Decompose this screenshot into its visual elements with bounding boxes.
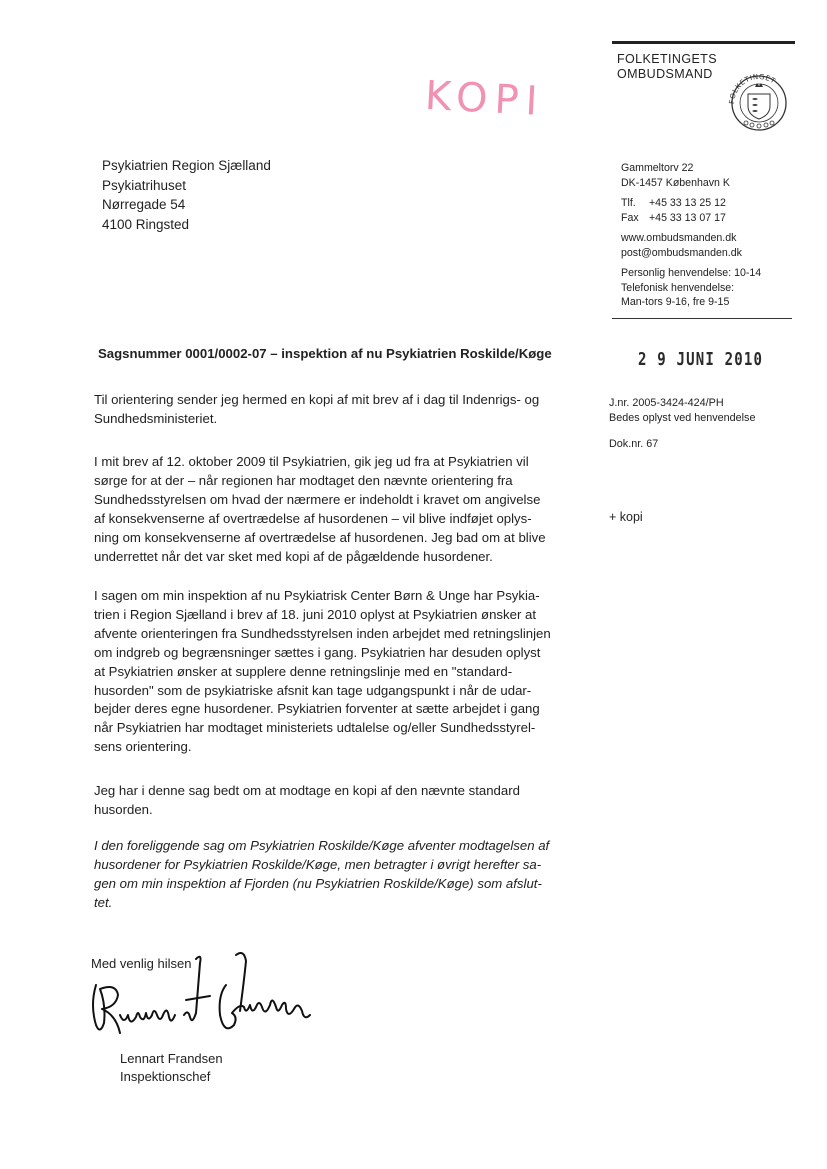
paragraph-line: I den foreliggende sag om Psykiatrien Roskilde/Køge afventer modtagelsen af — [94, 838, 550, 853]
recipient-line: Psykiatrien Region Sjælland — [102, 158, 271, 173]
hours-line-1: Personlig henvendelse: 10-14 — [621, 267, 762, 279]
paragraph-line: I sagen om min inspektion af nu Psykiatrisk Center Børn & Unge har Psykia- — [94, 588, 540, 603]
reference-block — [609, 396, 755, 426]
recipient-line: 4100 Ringsted — [102, 216, 190, 232]
paragraph-line: husorden" som de psykiatriske afsnit kan tage udgangspunkt i når de udar- — [94, 682, 532, 698]
paragraph-line: husorden. — [94, 801, 153, 817]
phone-row — [621, 196, 761, 211]
paragraph-line: gen om min inspektion af Fjorden (nu Psykiatrien Roskilde/Køge) som afslut- — [94, 875, 542, 891]
hours-line-3: Man-tors 9-16, fre 9-15 — [621, 296, 730, 308]
paragraph-line: om indgreb og begrænsninger sættes i gang. Psykiatrien har desuden oplyst — [94, 644, 541, 660]
paragraph-1 — [94, 391, 579, 429]
paragraph-line: bejder deres egne husordener. Psykiatrien forventer at sætte arbejdet i gang — [94, 701, 540, 717]
date-stamp: 2 9 JUNI 2010 — [638, 349, 764, 370]
paragraph-4 — [94, 782, 579, 820]
paragraph-line: underrettet når det var sket med kopi af de pågældende husordener. — [94, 548, 493, 564]
signer-title: Inspektionschef — [120, 1069, 211, 1084]
subject-line: Sagsnummer 0001/0002-07 – inspektion af nu Psykiatrien Roskilde/Køge — [98, 346, 552, 361]
reference-note: Bedes oplyst ved henvendelse — [609, 412, 756, 424]
website-link: www.ombudsmanden.dk — [621, 232, 737, 244]
contact-rule — [612, 318, 792, 319]
fax-label: Fax — [621, 211, 639, 224]
phone-label: Tlf. — [621, 197, 636, 209]
ombudsman-seal — [724, 70, 794, 132]
recipient-line: Nørregade 54 — [102, 197, 186, 212]
paragraph-3 — [94, 587, 579, 757]
paragraph-line: Til orientering sender jeg hermed en kopi af mit brev af i dag til Indenrigs- og — [94, 392, 540, 407]
fax-number: +45 33 13 07 17 — [649, 211, 726, 224]
handwritten-signature — [86, 945, 321, 1045]
closing-greeting: Med venlig hilsen — [91, 956, 192, 971]
paragraph-line: sens orientering. — [94, 739, 192, 755]
paragraph-line: når Psykiatrien har modtaget ministeriets udtalelse og/eller Sundhedsstyrel- — [94, 720, 536, 736]
institution-line-2: OMBUDSMAND — [617, 67, 713, 81]
signer-name: Lennart Frandsen — [120, 1051, 223, 1066]
institution-line-1: FOLKETINGETS — [617, 52, 717, 66]
paragraph-line: at Psykiatrien ønsker at supplere denne retningslinje med en "standard- — [94, 663, 513, 679]
paragraph-5 — [94, 837, 579, 913]
institution-name — [617, 52, 717, 82]
paragraph-line: ning om konsekvenserne af overtrædelse af husordenen. Jeg bad om at blive — [94, 529, 546, 545]
document-number: Dok.nr. 67 — [609, 438, 659, 450]
paragraph-2 — [94, 453, 579, 566]
header-rule — [612, 41, 795, 44]
email-link: post@ombudsmanden.dk — [621, 246, 742, 259]
paragraph-line: sørge for at der – når regionen har modtaget den nævnte orientering fra — [94, 472, 513, 488]
seal-text: FOLKETINGET — [727, 72, 777, 105]
recipient-address — [102, 156, 271, 234]
journal-number: J.nr. 2005-3424-424/PH — [609, 397, 724, 409]
fax-row — [621, 211, 761, 226]
paragraph-line: trien i Region Sjælland i brev af 18. juni 2010 oplyst at Psykiatrien ønsker at — [94, 606, 537, 622]
paragraph-line: husordener for Psykiatrien Roskilde/Køge, men betragter i øvrigt herefter sa- — [94, 856, 542, 872]
hours-line-2: Telefonisk henvendelse: — [621, 281, 735, 294]
phone-number: +45 33 13 25 12 — [649, 197, 726, 209]
paragraph-line: Jeg har i denne sag bedt om at modtage en kopi af den nævnte standard — [94, 783, 520, 798]
copy-note: + kopi — [609, 510, 643, 524]
kopi-stamp: KOPI — [423, 72, 546, 126]
signer-block — [120, 1050, 223, 1086]
address-line-1: Gammeltorv 22 — [621, 162, 694, 174]
paragraph-line: afvente orienteringen fra Sundhedsstyrelsen inden arbejdet med retningslinjen — [94, 625, 551, 641]
paragraph-line: af konsekvenserne af overtrædelse af husordenen – vil blive indføjet oplys- — [94, 510, 532, 526]
paragraph-line: I mit brev af 12. oktober 2009 til Psykiatrien, gik jeg ud fra at Psykiatrien vil — [94, 454, 529, 469]
address-line-2: DK-1457 København K — [621, 176, 730, 189]
paragraph-line: Sundhedsstyrelsen om hvad der nærmere er indeholdt i kravet om angivelse — [94, 491, 541, 507]
recipient-line: Psykiatrihuset — [102, 177, 187, 193]
paragraph-line: tet. — [94, 894, 113, 910]
paragraph-line: Sundhedsministeriet. — [94, 410, 218, 426]
contact-info — [621, 161, 761, 310]
